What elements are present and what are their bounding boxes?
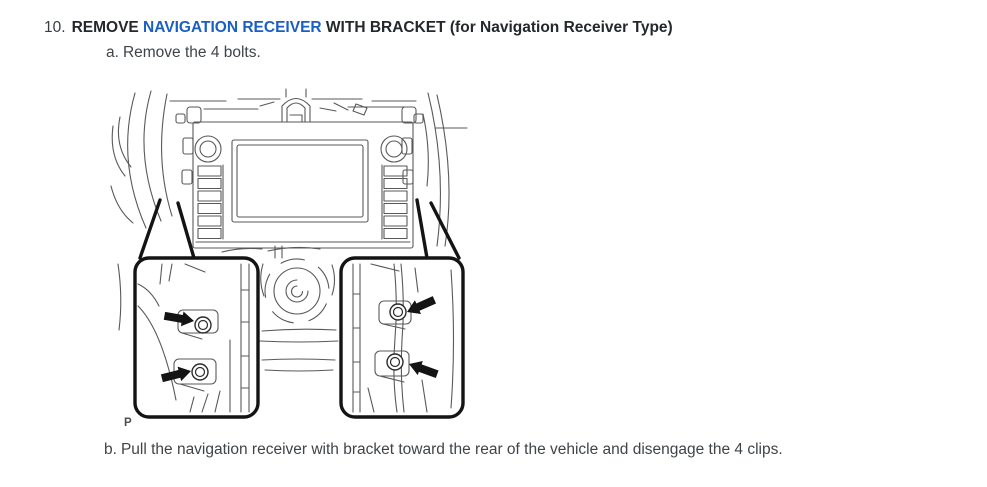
step-heading — [44, 17, 673, 38]
substep-a — [106, 42, 261, 63]
callout-funnels — [140, 200, 459, 258]
top-trim — [170, 89, 423, 123]
substep-b-text: Pull the navigation receiver with bracket toward the rear of the vehicle and disengage the 4 clips. — [120, 441, 783, 458]
right-knob-icon — [381, 136, 407, 162]
step-title-rest: WITH BRACKET (for Navigation Receiver Type) — [321, 19, 673, 36]
bolt-icon — [390, 304, 406, 320]
display-screen — [232, 140, 368, 222]
diagram-svg — [110, 88, 485, 432]
bolt-icon — [387, 354, 403, 370]
substep-a-label: a. — [106, 44, 119, 61]
dashboard-right-contours — [423, 93, 467, 246]
step-title-action: REMOVE — [71, 19, 144, 36]
left-button-stack — [198, 166, 221, 239]
figure-navigation-receiver-diagram — [110, 88, 485, 432]
step-number: 10. — [44, 19, 66, 36]
bolt-icon — [192, 364, 208, 380]
substep-b — [104, 439, 783, 460]
left-knob-icon — [195, 136, 221, 162]
center-dial — [254, 248, 339, 371]
figure-label: P — [124, 417, 132, 429]
substep-a-text: Remove the 4 bolts. — [122, 44, 261, 61]
substep-b-label: b. — [104, 441, 117, 458]
step-title — [72, 19, 673, 36]
bolt-icon — [195, 317, 211, 333]
head-unit — [182, 122, 413, 258]
navigation-receiver-link[interactable]: NAVIGATION RECEIVER — [143, 19, 322, 36]
